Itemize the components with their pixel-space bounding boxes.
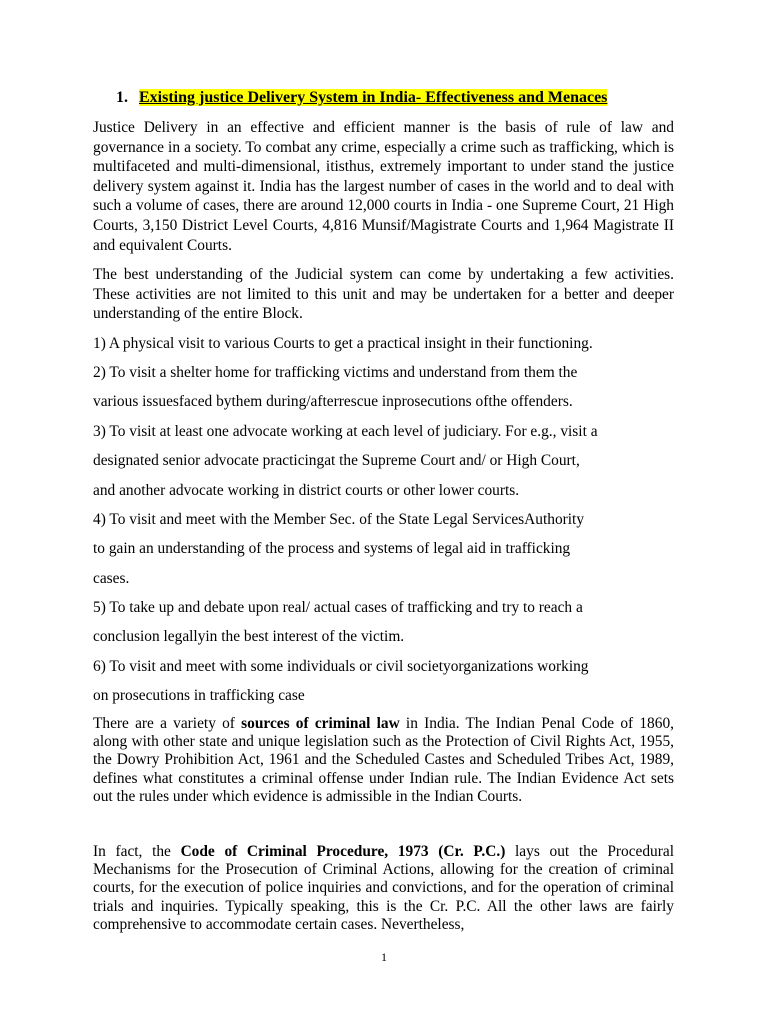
activity-line: 5) To take up and debate upon real/ actual cases of trafficking and try to reach a <box>93 599 583 616</box>
sources-text-end: in India. The Indian Penal Code of 1860, along with other state and unique legislation such as the Protection of Civil Rights Act, 1955, the Dowry Prohibition Act, 1961 and the Scheduled Castes and Scheduled Tribes Act, 1989, defines what constitutes a criminal offense under Indian rule. The Indian Evidence Act sets out the rules under which evidence is admissible in the Indian Courts. <box>93 715 674 805</box>
activity-line: 1) A physical visit to various Courts to get a practical insight in their functioning. <box>93 335 593 352</box>
section-number: 1. <box>116 89 128 106</box>
section-heading <box>116 88 607 108</box>
activity-line: cases. <box>93 570 130 587</box>
activities-intro-paragraph: The best understanding of the Judicial system can come by undertaking a few activities. These activities are not limited to this unit and may be undertaken for a better and deeper understanding of the entire Block. <box>93 266 674 323</box>
activity-line: 4) To visit and meet with the Member Sec. of the State Legal ServicesAuthority <box>93 511 585 528</box>
activity-line: 2) To visit a shelter home for trafficking victims and understand from them the <box>93 364 578 381</box>
activity-line: 3) To visit at least one advocate working at each level of judiciary. For e.g., visit a <box>93 423 598 440</box>
activity-line: various issuesfaced bythem during/afterrescue inprosecutions ofthe offenders. <box>93 393 573 410</box>
sources-text-start: There are a variety of <box>93 715 242 732</box>
page-number: 1 <box>381 950 387 964</box>
intro-paragraph: Justice Delivery in an effective and efficient manner is the basis of rule of law and governance in a society. To combat any crime, especially a crime such as trafficking, which is multifaceted and multi-dimensional, itisthus, extremely important to under stand the justice delivery system against it. India has the largest number of cases in the world and to deal with such a volume of cases, there are around 12,000 courts in India - one Supreme Court, 21 High Courts, 3,150 District Level Courts, 4,816 Munsif/Magistrate Courts and 1,964 Magistrate II and equivalent Courts. <box>93 119 674 254</box>
activity-line: to gain an understanding of the process and systems of legal aid in trafficking <box>93 540 571 557</box>
activity-line: conclusion legallyin the best interest of the victim. <box>93 628 405 645</box>
sources-bold-term: sources of criminal law <box>241 715 400 732</box>
crpc-paragraph <box>93 843 674 934</box>
sources-paragraph <box>93 715 674 806</box>
crpc-bold-term: Code of Criminal Procedure, 1973 (Cr. P.C.) <box>180 843 506 860</box>
activity-line: 6) To visit and meet with some individuals or civil societyorganizations working <box>93 658 589 675</box>
activity-line: designated senior advocate practicingat the Supreme Court and/ or High Court, <box>93 452 580 469</box>
crpc-text-end: lays out the Procedural Mechanisms for the Prosecution of Criminal Actions, allowing for the creation of criminal courts, for the execution of police inquiries and convictions, and for the operation of criminal trials and inquiries. Typically speaking, this is the Cr. P.C. All the other laws are fairly comprehensive to accommodate certain cases. Nevertheless, <box>93 843 674 933</box>
activity-line: on prosecutions in trafficking case <box>93 687 305 704</box>
activity-line: and another advocate working in district courts or other lower courts. <box>93 482 520 499</box>
section-title: Existing justice Delivery System in India- Effectiveness and Menaces <box>139 89 608 106</box>
crpc-text-start: In fact, the <box>93 843 181 860</box>
